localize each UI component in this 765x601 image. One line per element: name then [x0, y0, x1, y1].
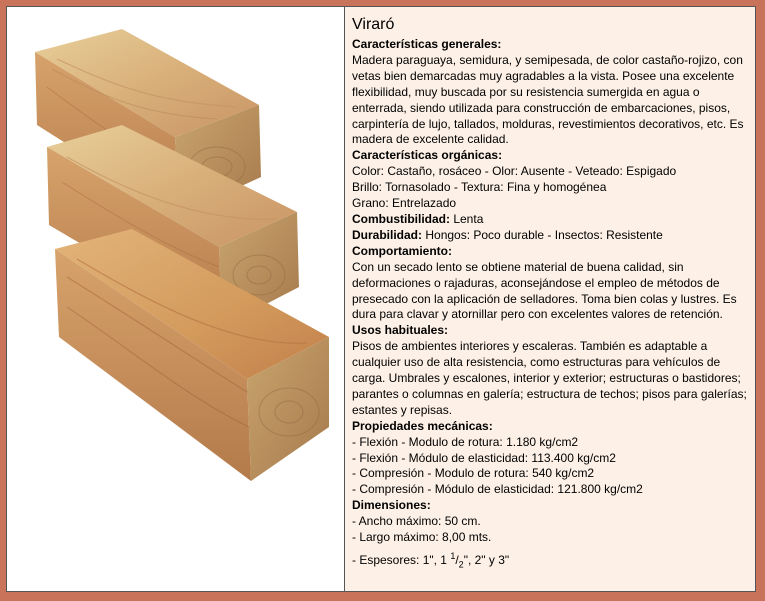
mechanical-line: - Compresión - Módulo de elasticidad: 121.800 kg/cm2 [352, 482, 643, 497]
organic-line: Grano: Entrelazado [352, 196, 457, 211]
column-divider [344, 7, 345, 591]
combustibility-value: Lenta [450, 211, 484, 226]
dimensions-heading: Dimensiones: [352, 498, 431, 513]
behavior-text: Con un secado lento se obtiene material de buena calidad, sin deformaciones o rajaduras, aconsejándose el empleo de métodos de presecado con la aplicación de selladores. Toma bien colas y lustres. Es dura para clavar y atornillar pero con excelentes valores de retención. [352, 259, 737, 322]
organic-line: Brillo: Tornasolado - Textura: Fina y homogénea [352, 180, 607, 195]
combustibility-label: Combustibilidad: [352, 211, 450, 226]
description-panel [352, 15, 750, 573]
durability-row [352, 228, 750, 244]
general-heading: Características generales: [352, 37, 502, 51]
mechanical-line: - Compresión - Modulo de rotura: 540 kg/cm2 [352, 466, 595, 481]
durability-value: Hongos: Poco durable - Insectos: Resistente [422, 227, 663, 242]
mechanical-line: - Flexión - Módulo de elasticidad: 113.400 kg/cm2 [352, 450, 616, 465]
wood-planks-image [7, 7, 344, 591]
fraction-numerator: 1 [450, 551, 456, 561]
content-frame [6, 6, 756, 592]
thickness-fraction: $^1/_2$ [450, 551, 464, 570]
durability-label: Durabilidad: [352, 227, 423, 242]
mechanical-line: - Flexión - Modulo de rotura: 1.180 kg/cm2 [352, 434, 579, 449]
uses-heading: Usos habituales: [352, 323, 449, 338]
behavior-heading: Comportamiento: [352, 243, 452, 258]
organic-line: Color: Castaño, rosáceo - Olor: Ausente - Veteado: Espigado [352, 164, 677, 179]
dimension-line: - Largo máximo: 8,00 mts. [352, 530, 492, 545]
organic-heading: Características orgánicas: [352, 148, 503, 163]
wood-title: Viraró [352, 16, 395, 33]
thickness-suffix: ", 2" y 3" [463, 553, 510, 567]
dimension-line: - Ancho máximo: 50 cm. [352, 514, 481, 529]
mechanical-heading: Propiedades mecánicas: [352, 418, 493, 433]
wood-planks-illustration [7, 7, 344, 591]
thickness-line [352, 549, 750, 573]
fraction-denominator: 2 [458, 559, 464, 570]
general-text: Madera paraguaya, semidura, y semipesada, de color castaño-rojizo, con vetas bien demarcadas muy agradables a la vista. Posee una excelente flexibilidad, muy buscada por su resistencia sumergida en agua o enterrada, siendo utilizada para construcción de embarcaciones, pisos, carpintería de lujo, tallados, molduras, revestimientos decorativos, etc. Es madera de excelente calidad. [352, 52, 744, 147]
thickness-prefix: - Espesores: 1", 1 [352, 553, 451, 567]
uses-text: Pisos de ambientes interiores y escaleras. También es adaptable a cualquier uso de alta resistencia, como estructuras para vehículos de carga. Umbrales y escalones, interior y exterior; estructuras o bastidores; parantes o columnas en galería; estructura de techos; pisos para galerías; estantes y repisas. [352, 339, 747, 417]
combustibility-row [352, 212, 750, 228]
